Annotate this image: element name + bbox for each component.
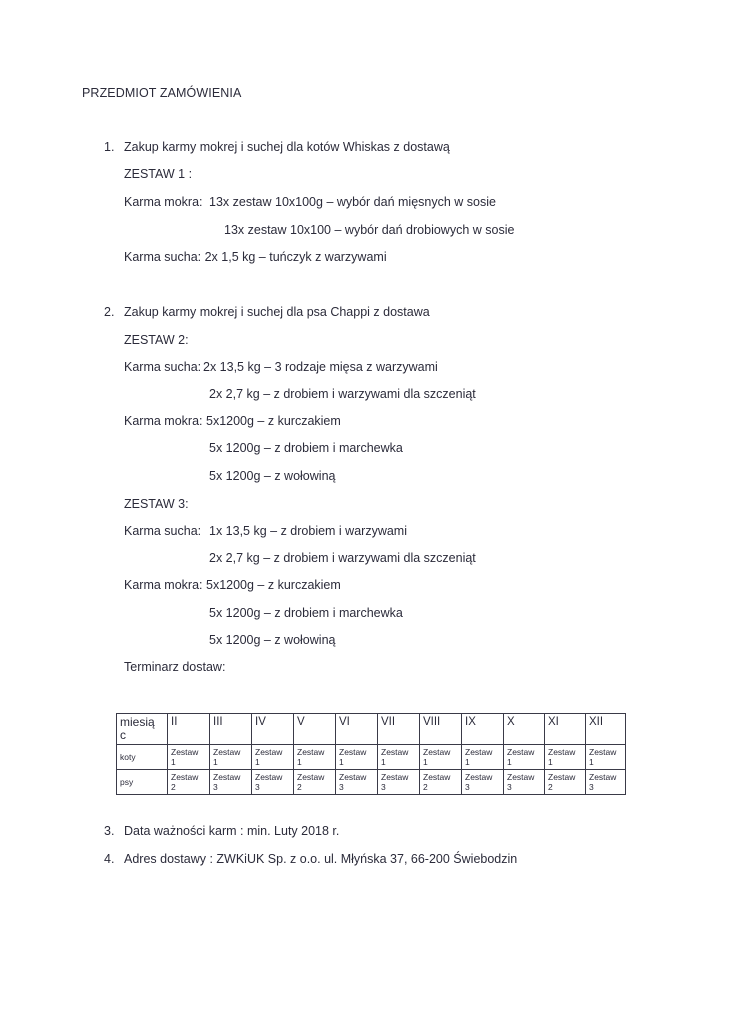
set-3-wet-line-1: 5x1200g – z kurczakiem [206, 578, 341, 592]
set-cell: Zestaw 1 [336, 745, 378, 770]
item-3-number: 3. [104, 824, 115, 838]
delivery-schedule-table [116, 713, 626, 795]
item-1-number: 1. [104, 140, 115, 154]
set-2-dry-line-2: 2x 2,7 kg – z drobiem i warzywami dla szczeniąt [209, 387, 476, 401]
set-2-wet-line-1: 5x1200g – z kurczakiem [206, 414, 341, 428]
set-cell: Zestaw 2 [294, 770, 336, 795]
item-2-number: 2. [104, 305, 115, 319]
schedule-header-row [117, 714, 626, 745]
item-2-text: Zakup karmy mokrej i suchej dla psa Chappi z dostawa [124, 305, 430, 319]
set-1-label: ZESTAW 1 : [124, 167, 193, 181]
month-cell: II [168, 714, 210, 745]
month-cell: XI [545, 714, 586, 745]
set-2-wet-line-3: 5x 1200g – z wołowiną [209, 469, 336, 483]
row-label-koty: koty [117, 745, 168, 770]
set-3-wet-line-2: 5x 1200g – z drobiem i marchewka [209, 606, 403, 620]
set-cell: Zestaw 3 [462, 770, 504, 795]
set-3-dry-line-2: 2x 2,7 kg – z drobiem i warzywami dla szczeniąt [209, 551, 476, 565]
item-4-number: 4. [104, 852, 115, 866]
header-label-line-1: miesią [120, 715, 155, 729]
set-cell: Zestaw 2 [420, 770, 462, 795]
set-cell: Zestaw 1 [294, 745, 336, 770]
schedule-label: Terminarz dostaw: [124, 660, 226, 674]
set-2-wet-label: Karma mokra: [124, 414, 203, 428]
set-cell: Zestaw 2 [168, 770, 210, 795]
set-1-dry-line: Karma sucha: 2x 1,5 kg – tuńczyk z warzywami [124, 250, 387, 264]
month-cell: V [294, 714, 336, 745]
set-cell: Zestaw 3 [504, 770, 545, 795]
month-cell: VII [378, 714, 420, 745]
set-cell: Zestaw 1 [504, 745, 545, 770]
set-cell: Zestaw 3 [252, 770, 294, 795]
month-cell: X [504, 714, 545, 745]
set-3-wet-label: Karma mokra: [124, 578, 203, 592]
set-1-wet-line-2: 13x zestaw 10x100 – wybór dań drobiowych w sosie [224, 223, 515, 237]
set-cell: Zestaw 1 [420, 745, 462, 770]
month-cell: IX [462, 714, 504, 745]
set-2-wet-line-2: 5x 1200g – z drobiem i marchewka [209, 441, 403, 455]
set-cell: Zestaw 3 [336, 770, 378, 795]
set-cell: Zestaw 1 [462, 745, 504, 770]
set-2-dry-line-1: 2x 13,5 kg – 3 rodzaje mięsa z warzywami [203, 360, 438, 374]
month-cell: IV [252, 714, 294, 745]
item-1-text: Zakup karmy mokrej i suchej dla kotów Whiskas z dostawą [124, 140, 450, 154]
set-cell: Zestaw 3 [210, 770, 252, 795]
document-title: PRZEDMIOT ZAMÓWIENIA [82, 86, 242, 100]
month-cell: XII [586, 714, 626, 745]
row-label-psy: psy [117, 770, 168, 795]
header-label-cell [117, 714, 168, 745]
schedule-row-koty [117, 745, 626, 770]
set-cell: Zestaw 1 [545, 745, 586, 770]
set-cell: Zestaw 3 [378, 770, 420, 795]
set-2-dry-label: Karma sucha: [124, 360, 202, 374]
set-cell: Zestaw 1 [378, 745, 420, 770]
month-cell: VIII [420, 714, 462, 745]
set-3-dry-line-1: 1x 13,5 kg – z drobiem i warzywami [209, 524, 407, 538]
set-1-wet-line-1: 13x zestaw 10x100g – wybór dań mięsnych w sosie [209, 195, 496, 209]
set-cell: Zestaw 3 [586, 770, 626, 795]
schedule-row-psy [117, 770, 626, 795]
set-cell: Zestaw 1 [168, 745, 210, 770]
set-3-dry-label: Karma sucha: [124, 524, 202, 538]
set-3-label: ZESTAW 3: [124, 497, 189, 511]
set-3-wet-line-3: 5x 1200g – z wołowiną [209, 633, 336, 647]
set-2-label: ZESTAW 2: [124, 333, 189, 347]
set-cell: Zestaw 1 [586, 745, 626, 770]
month-cell: VI [336, 714, 378, 745]
item-4-text: Adres dostawy : ZWKiUK Sp. z o.o. ul. Młyńska 37, 66-200 Świebodzin [124, 852, 518, 866]
set-cell: Zestaw 1 [210, 745, 252, 770]
set-cell: Zestaw 2 [545, 770, 586, 795]
item-3-text: Data ważności karm : min. Luty 2018 r. [124, 824, 340, 838]
set-cell: Zestaw 1 [252, 745, 294, 770]
set-1-wet-label: Karma mokra: [124, 195, 203, 209]
header-label-line-2: c [120, 728, 126, 742]
month-cell: III [210, 714, 252, 745]
